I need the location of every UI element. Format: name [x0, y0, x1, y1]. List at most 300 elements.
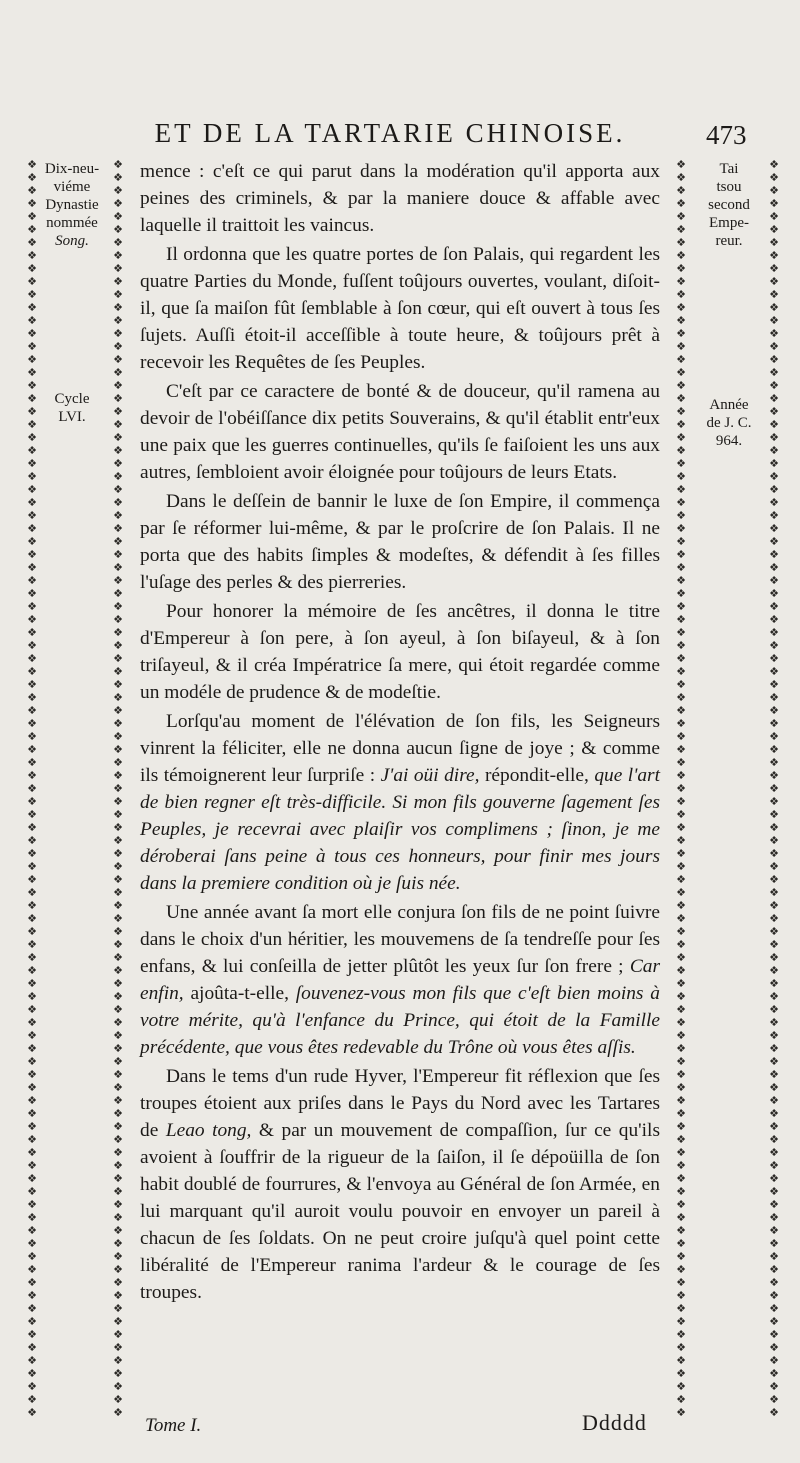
ornament-glyph: ❖	[769, 158, 779, 171]
ornament-glyph: ❖	[769, 886, 779, 899]
ornament-glyph: ❖	[113, 795, 123, 808]
ornament-glyph: ❖	[676, 821, 686, 834]
ornament-glyph: ❖	[769, 665, 779, 678]
ornament-glyph: ❖	[27, 535, 37, 548]
ornament-glyph: ❖	[676, 158, 686, 171]
ornament-glyph: ❖	[113, 457, 123, 470]
ornament-glyph: ❖	[676, 366, 686, 379]
ornament-glyph: ❖	[113, 548, 123, 561]
ornament-glyph: ❖	[676, 977, 686, 990]
ornament-glyph: ❖	[676, 925, 686, 938]
ornament-glyph: ❖	[676, 717, 686, 730]
ornament-glyph: ❖	[676, 288, 686, 301]
ornament-glyph: ❖	[769, 392, 779, 405]
ornament-glyph: ❖	[27, 1302, 37, 1315]
ornament-glyph: ❖	[676, 522, 686, 535]
ornament-glyph: ❖	[113, 847, 123, 860]
ornament-glyph: ❖	[676, 184, 686, 197]
ornament-glyph: ❖	[676, 1003, 686, 1016]
ornament-glyph: ❖	[27, 379, 37, 392]
ornament-glyph: ❖	[113, 1367, 123, 1380]
ornament-glyph: ❖	[27, 808, 37, 821]
ornament-glyph: ❖	[113, 574, 123, 587]
ornament-glyph: ❖	[113, 964, 123, 977]
ornament-glyph: ❖	[676, 1159, 686, 1172]
ornament-glyph: ❖	[113, 600, 123, 613]
ornament-glyph: ❖	[676, 1315, 686, 1328]
ornament-glyph: ❖	[27, 691, 37, 704]
ornament-glyph: ❖	[676, 782, 686, 795]
ornament-glyph: ❖	[676, 912, 686, 925]
ornament-glyph: ❖	[676, 587, 686, 600]
ornament-glyph: ❖	[27, 977, 37, 990]
ornament-glyph: ❖	[769, 210, 779, 223]
margin-line: Année	[709, 397, 749, 413]
ornament-glyph: ❖	[113, 1328, 123, 1341]
ornament-glyph: ❖	[769, 613, 779, 626]
ornament-glyph: ❖	[113, 873, 123, 886]
ornament-glyph: ❖	[27, 1003, 37, 1016]
ornament-glyph: ❖	[27, 639, 37, 652]
ornament-glyph: ❖	[27, 1120, 37, 1133]
ornament-glyph: ❖	[113, 275, 123, 288]
ornament-glyph: ❖	[676, 873, 686, 886]
ornament-glyph: ❖	[27, 925, 37, 938]
ornament-glyph: ❖	[27, 626, 37, 639]
ornament-glyph: ❖	[113, 691, 123, 704]
ornament-glyph: ❖	[769, 1315, 779, 1328]
ornament-glyph: ❖	[676, 730, 686, 743]
margin-line: tsou	[716, 179, 742, 195]
ornament-glyph: ❖	[676, 1263, 686, 1276]
ornament-glyph: ❖	[769, 912, 779, 925]
ornament-glyph: ❖	[676, 171, 686, 184]
ornament-glyph: ❖	[113, 860, 123, 873]
ornament-glyph: ❖	[769, 197, 779, 210]
ornament-glyph: ❖	[676, 210, 686, 223]
paragraph: Pour honorer la mémoire de ſes ancêtres, il donna le titre d'Empereur à ſon pere, à ſon ayeul, à ſon biſayeul, & à ſon triſayeul, & il créa Impératrice ſa mere, qui étoit regardée comme un modéle de prudence & de modeſtie.	[140, 601, 660, 703]
ornament-glyph: ❖	[113, 782, 123, 795]
ornament-glyph: ❖	[27, 1224, 37, 1237]
ornament-glyph: ❖	[27, 431, 37, 444]
ornament-glyph: ❖	[676, 301, 686, 314]
ornament-glyph: ❖	[769, 678, 779, 691]
margin-line: LVI.	[58, 409, 86, 425]
ornament-glyph: ❖	[769, 1354, 779, 1367]
ornament-glyph: ❖	[27, 964, 37, 977]
ornament-glyph: ❖	[113, 1068, 123, 1081]
ornament-glyph: ❖	[769, 340, 779, 353]
ornament-glyph: ❖	[27, 704, 37, 717]
ornament-glyph: ❖	[676, 834, 686, 847]
ornament-glyph: ❖	[113, 1055, 123, 1068]
ornament-glyph: ❖	[27, 1146, 37, 1159]
margin-line: de J. C.	[706, 415, 752, 431]
ornament-glyph: ❖	[676, 431, 686, 444]
ornament-glyph: ❖	[113, 1120, 123, 1133]
ornament-glyph: ❖	[113, 1198, 123, 1211]
ornament-glyph: ❖	[769, 522, 779, 535]
ornament-glyph: ❖	[27, 1094, 37, 1107]
paragraph: Il ordonna que les quatre portes de ſon Palais, qui regardent les quatre Parties du Monde, fuſſent toûjours ouvertes, voulant, diſoit-il, que ſa maiſon fût ſemblable à ſon cœur, qui eſt ouvert à tous ſes ſujets. Auſſi étoit-il acceſſible à toute heure, & toûjours prêt à recevoir les Requêtes de ſes Peuples.	[140, 244, 660, 373]
ornament-glyph: ❖	[27, 1198, 37, 1211]
ornament-glyph: ❖	[676, 1029, 686, 1042]
ornament-glyph: ❖	[676, 574, 686, 587]
ornament-glyph: ❖	[27, 1029, 37, 1042]
ornament-glyph: ❖	[676, 665, 686, 678]
ornament-glyph: ❖	[676, 1211, 686, 1224]
ornament-glyph: ❖	[769, 249, 779, 262]
ornament-glyph: ❖	[769, 1341, 779, 1354]
ornament-glyph: ❖	[27, 1068, 37, 1081]
ornament-glyph: ❖	[113, 1224, 123, 1237]
ornament-glyph: ❖	[27, 600, 37, 613]
ornament-glyph: ❖	[27, 340, 37, 353]
ornament-glyph: ❖	[676, 353, 686, 366]
ornament-glyph: ❖	[769, 483, 779, 496]
ornament-glyph: ❖	[113, 288, 123, 301]
ornament-glyph: ❖	[113, 899, 123, 912]
ornament-glyph: ❖	[676, 1172, 686, 1185]
ornament-glyph: ❖	[113, 1107, 123, 1120]
ornament-glyph: ❖	[27, 951, 37, 964]
ornament-glyph: ❖	[769, 1380, 779, 1393]
ornament-glyph: ❖	[676, 314, 686, 327]
ornament-glyph: ❖	[27, 210, 37, 223]
ornament-rule-right	[674, 158, 688, 1420]
ornament-glyph: ❖	[113, 1211, 123, 1224]
ornament-glyph: ❖	[27, 860, 37, 873]
ornament-glyph: ❖	[769, 873, 779, 886]
text-run: Une année avant ſa mort elle conjura ſon fils de ne point ſuivre dans le choix d'un héritier, les mouvemens de ſa tendreſſe pour ſes enfans, & lui conſeilla de jetter plûtôt les yeux ſur ſon frere ;	[140, 902, 660, 977]
ornament-glyph: ❖	[27, 262, 37, 275]
ornament-glyph: ❖	[676, 1146, 686, 1159]
ornament-glyph: ❖	[676, 1289, 686, 1302]
ornament-glyph: ❖	[676, 262, 686, 275]
text-run: Lorſqu'au moment de l'élévation de ſon fils, les Seigneurs vinrent la féliciter, elle ne donna aucun ſigne de joye ; & comme ils témoignerent leur ſurpriſe :	[140, 711, 660, 786]
ornament-glyph: ❖	[676, 704, 686, 717]
ornament-glyph: ❖	[27, 1211, 37, 1224]
ornament-rule-left	[111, 158, 125, 1420]
ornament-glyph: ❖	[113, 912, 123, 925]
ornament-glyph: ❖	[769, 470, 779, 483]
ornament-glyph: ❖	[113, 1263, 123, 1276]
ornament-glyph: ❖	[676, 1107, 686, 1120]
ornament-glyph: ❖	[113, 535, 123, 548]
ornament-glyph: ❖	[769, 717, 779, 730]
ornament-glyph: ❖	[769, 821, 779, 834]
ornament-glyph: ❖	[769, 899, 779, 912]
margin-note-cycle	[38, 390, 106, 426]
ornament-glyph: ❖	[113, 249, 123, 262]
ornament-glyph: ❖	[769, 1406, 779, 1419]
ornament-glyph: ❖	[27, 847, 37, 860]
ornament-glyph: ❖	[113, 1133, 123, 1146]
ornament-glyph: ❖	[676, 1341, 686, 1354]
ornament-glyph: ❖	[113, 1159, 123, 1172]
ornament-glyph: ❖	[676, 951, 686, 964]
ornament-glyph: ❖	[769, 652, 779, 665]
ornament-glyph: ❖	[769, 1042, 779, 1055]
ornament-glyph: ❖	[769, 938, 779, 951]
ornament-glyph: ❖	[769, 1328, 779, 1341]
page-number: 473	[706, 120, 747, 150]
ornament-glyph: ❖	[676, 1042, 686, 1055]
ornament-glyph: ❖	[27, 548, 37, 561]
ornament-glyph: ❖	[676, 600, 686, 613]
ornament-glyph: ❖	[769, 301, 779, 314]
ornament-glyph: ❖	[27, 1263, 37, 1276]
ornament-glyph: ❖	[113, 769, 123, 782]
ornament-glyph: ❖	[769, 860, 779, 873]
ornament-glyph: ❖	[27, 405, 37, 418]
ornament-glyph: ❖	[769, 730, 779, 743]
ornament-glyph: ❖	[27, 678, 37, 691]
ornament-glyph: ❖	[676, 1081, 686, 1094]
ornament-glyph: ❖	[769, 223, 779, 236]
ornament-glyph: ❖	[676, 1354, 686, 1367]
ornament-glyph: ❖	[769, 847, 779, 860]
ornament-glyph: ❖	[113, 314, 123, 327]
ornament-glyph: ❖	[113, 496, 123, 509]
ornament-glyph: ❖	[769, 1029, 779, 1042]
ornament-glyph: ❖	[769, 1250, 779, 1263]
ornament-glyph: ❖	[113, 1029, 123, 1042]
paragraph: mence : c'eſt ce qui parut dans la modération qu'il apporta aux peines des criminels, & par la maniere douce & affable avec laquelle il traittoit les vaincus.	[140, 161, 660, 236]
ornament-glyph: ❖	[676, 886, 686, 899]
ornament-glyph: ❖	[113, 1380, 123, 1393]
ornament-glyph: ❖	[769, 795, 779, 808]
ornament-glyph: ❖	[769, 418, 779, 431]
ornament-glyph: ❖	[676, 1185, 686, 1198]
ornament-glyph: ❖	[676, 444, 686, 457]
margin-line: Tai	[719, 161, 739, 177]
ornament-glyph: ❖	[676, 613, 686, 626]
ornament-glyph: ❖	[113, 1289, 123, 1302]
ornament-glyph: ❖	[27, 743, 37, 756]
volume-footer: Tome I.	[145, 1415, 202, 1436]
ornament-glyph: ❖	[113, 925, 123, 938]
paragraph	[140, 899, 660, 1061]
ornament-glyph: ❖	[769, 1211, 779, 1224]
ornament-glyph: ❖	[113, 834, 123, 847]
ornament-glyph: ❖	[676, 1367, 686, 1380]
margin-line: Dynastie	[45, 197, 99, 213]
ornament-glyph: ❖	[113, 1393, 123, 1406]
ornament-glyph: ❖	[27, 1133, 37, 1146]
ornament-glyph: ❖	[769, 1081, 779, 1094]
ornament-glyph: ❖	[769, 184, 779, 197]
ornament-glyph: ❖	[113, 821, 123, 834]
ornament-glyph: ❖	[769, 1133, 779, 1146]
ornament-glyph: ❖	[27, 613, 37, 626]
ornament-glyph: ❖	[769, 457, 779, 470]
ornament-glyph: ❖	[27, 1354, 37, 1367]
ornament-glyph: ❖	[676, 1120, 686, 1133]
ornament-glyph: ❖	[113, 1250, 123, 1263]
main-text	[140, 158, 660, 1308]
ornament-glyph: ❖	[27, 652, 37, 665]
ornament-glyph: ❖	[113, 756, 123, 769]
ornament-glyph: ❖	[769, 1185, 779, 1198]
ornament-glyph: ❖	[769, 1003, 779, 1016]
ornament-glyph: ❖	[769, 353, 779, 366]
ornament-glyph: ❖	[27, 561, 37, 574]
ornament-glyph: ❖	[769, 327, 779, 340]
ornament-glyph: ❖	[113, 587, 123, 600]
ornament-glyph: ❖	[27, 834, 37, 847]
ornament-glyph: ❖	[676, 561, 686, 574]
ornament-glyph: ❖	[27, 782, 37, 795]
ornament-glyph: ❖	[676, 652, 686, 665]
ornament-glyph: ❖	[113, 1081, 123, 1094]
ornament-glyph: ❖	[676, 1237, 686, 1250]
ornament-glyph: ❖	[113, 483, 123, 496]
ornament-glyph: ❖	[27, 197, 37, 210]
ornament-glyph: ❖	[676, 509, 686, 522]
ornament-glyph: ❖	[27, 795, 37, 808]
ornament-glyph: ❖	[27, 184, 37, 197]
ornament-glyph: ❖	[113, 1094, 123, 1107]
ornament-rule-outer-left	[25, 158, 39, 1420]
ornament-glyph: ❖	[113, 886, 123, 899]
margin-line: Cycle	[54, 391, 90, 407]
ornament-glyph: ❖	[676, 496, 686, 509]
ornament-glyph: ❖	[769, 639, 779, 652]
ornament-glyph: ❖	[676, 340, 686, 353]
ornament-glyph: ❖	[676, 808, 686, 821]
ornament-glyph: ❖	[113, 1354, 123, 1367]
ornament-glyph: ❖	[769, 574, 779, 587]
ornament-glyph: ❖	[769, 1367, 779, 1380]
ornament-glyph: ❖	[769, 1393, 779, 1406]
ornament-glyph: ❖	[676, 639, 686, 652]
ornament-glyph: ❖	[113, 1042, 123, 1055]
ornament-glyph: ❖	[27, 873, 37, 886]
ornament-glyph: ❖	[27, 496, 37, 509]
ornament-glyph: ❖	[676, 1016, 686, 1029]
ornament-glyph: ❖	[676, 756, 686, 769]
ornament-glyph: ❖	[27, 353, 37, 366]
ornament-glyph: ❖	[113, 626, 123, 639]
ornament-glyph: ❖	[113, 977, 123, 990]
ornament-glyph: ❖	[27, 1016, 37, 1029]
ornament-glyph: ❖	[113, 366, 123, 379]
ornament-glyph: ❖	[113, 990, 123, 1003]
ornament-glyph: ❖	[113, 158, 123, 171]
ornament-glyph: ❖	[769, 1146, 779, 1159]
ornament-glyph: ❖	[769, 1289, 779, 1302]
ornament-glyph: ❖	[27, 912, 37, 925]
ornament-glyph: ❖	[113, 340, 123, 353]
ornament-glyph: ❖	[113, 301, 123, 314]
margin-line: Empe-	[709, 215, 749, 231]
ornament-glyph: ❖	[27, 899, 37, 912]
ornament-glyph: ❖	[27, 522, 37, 535]
margin-note-dynasty	[38, 160, 106, 250]
ornament-glyph: ❖	[769, 1068, 779, 1081]
ornament-glyph: ❖	[27, 366, 37, 379]
ornament-glyph: ❖	[27, 457, 37, 470]
ornament-glyph: ❖	[676, 223, 686, 236]
ornament-glyph: ❖	[676, 691, 686, 704]
ornament-glyph: ❖	[27, 1315, 37, 1328]
ornament-glyph: ❖	[676, 457, 686, 470]
ornament-glyph: ❖	[676, 860, 686, 873]
ornament-glyph: ❖	[769, 1198, 779, 1211]
ornament-glyph: ❖	[676, 795, 686, 808]
ornament-glyph: ❖	[769, 1159, 779, 1172]
ornament-glyph: ❖	[769, 171, 779, 184]
ornament-glyph: ❖	[113, 509, 123, 522]
ornament-glyph: ❖	[113, 1315, 123, 1328]
ornament-glyph: ❖	[27, 483, 37, 496]
ornament-glyph: ❖	[113, 444, 123, 457]
ornament-glyph: ❖	[113, 743, 123, 756]
ornament-glyph: ❖	[27, 444, 37, 457]
quote-italic: J'ai oüi dire,	[380, 765, 480, 786]
ornament-glyph: ❖	[769, 587, 779, 600]
ornament-glyph: ❖	[676, 1380, 686, 1393]
running-head: ET DE LA TARTARIE CHINOISE.	[154, 118, 626, 148]
paragraph	[140, 708, 660, 897]
ornament-glyph: ❖	[676, 249, 686, 262]
ornament-glyph: ❖	[769, 691, 779, 704]
ornament-glyph: ❖	[769, 535, 779, 548]
margin-line: nommée	[46, 215, 98, 231]
margin-line: reur.	[715, 233, 743, 249]
ornament-glyph: ❖	[27, 1185, 37, 1198]
ornament-glyph: ❖	[27, 1159, 37, 1172]
ornament-glyph: ❖	[676, 626, 686, 639]
ornament-glyph: ❖	[27, 1328, 37, 1341]
ornament-glyph: ❖	[113, 678, 123, 691]
ornament-glyph: ❖	[769, 964, 779, 977]
ornament-glyph: ❖	[676, 899, 686, 912]
ornament-glyph: ❖	[769, 444, 779, 457]
ornament-glyph: ❖	[27, 769, 37, 782]
ornament-glyph: ❖	[676, 548, 686, 561]
text-run: Dans le tems d'un rude Hyver, l'Empereur fit réflexion que ſes troupes étoient aux priſes dans le Pays du Nord avec les Tartares de	[140, 1066, 660, 1141]
ornament-glyph: ❖	[769, 262, 779, 275]
ornament-glyph: ❖	[27, 1406, 37, 1419]
text-run: répondit-elle,	[484, 765, 589, 786]
ornament-glyph: ❖	[113, 704, 123, 717]
ornament-glyph: ❖	[27, 249, 37, 262]
ornament-glyph: ❖	[676, 964, 686, 977]
ornament-glyph: ❖	[676, 678, 686, 691]
ornament-glyph: ❖	[676, 483, 686, 496]
ornament-glyph: ❖	[113, 1237, 123, 1250]
ornament-glyph: ❖	[676, 1276, 686, 1289]
ornament-glyph: ❖	[113, 392, 123, 405]
paragraph: Dans le deſſein de bannir le luxe de ſon Empire, il commença par ſe réformer lui-même, & par le proſcrire de ſon Palais. Il ne porta que des habits ſimples & modeſtes, & défendit à ſes filles l'uſage des perles & des pierreries.	[140, 491, 660, 593]
ornament-glyph: ❖	[769, 496, 779, 509]
ornament-glyph: ❖	[113, 730, 123, 743]
ornament-glyph: ❖	[113, 1003, 123, 1016]
ornament-glyph: ❖	[769, 834, 779, 847]
quote-italic: ſouvenez-vous mon fils que c'eſt bien moins à votre mérite, qu'à l'enfance du Prince, qui étoit de la Famille précédente, que vous êtes redevable du Trône où vous êtes aſſis.	[140, 983, 660, 1058]
ornament-glyph: ❖	[769, 379, 779, 392]
ornament-glyph: ❖	[113, 717, 123, 730]
ornament-glyph: ❖	[27, 1380, 37, 1393]
ornament-glyph: ❖	[769, 704, 779, 717]
text-run: ajoûta-t-elle,	[190, 983, 289, 1004]
ornament-glyph: ❖	[676, 1250, 686, 1263]
ornament-glyph: ❖	[27, 1250, 37, 1263]
ornament-glyph: ❖	[27, 730, 37, 743]
ornament-glyph: ❖	[769, 951, 779, 964]
